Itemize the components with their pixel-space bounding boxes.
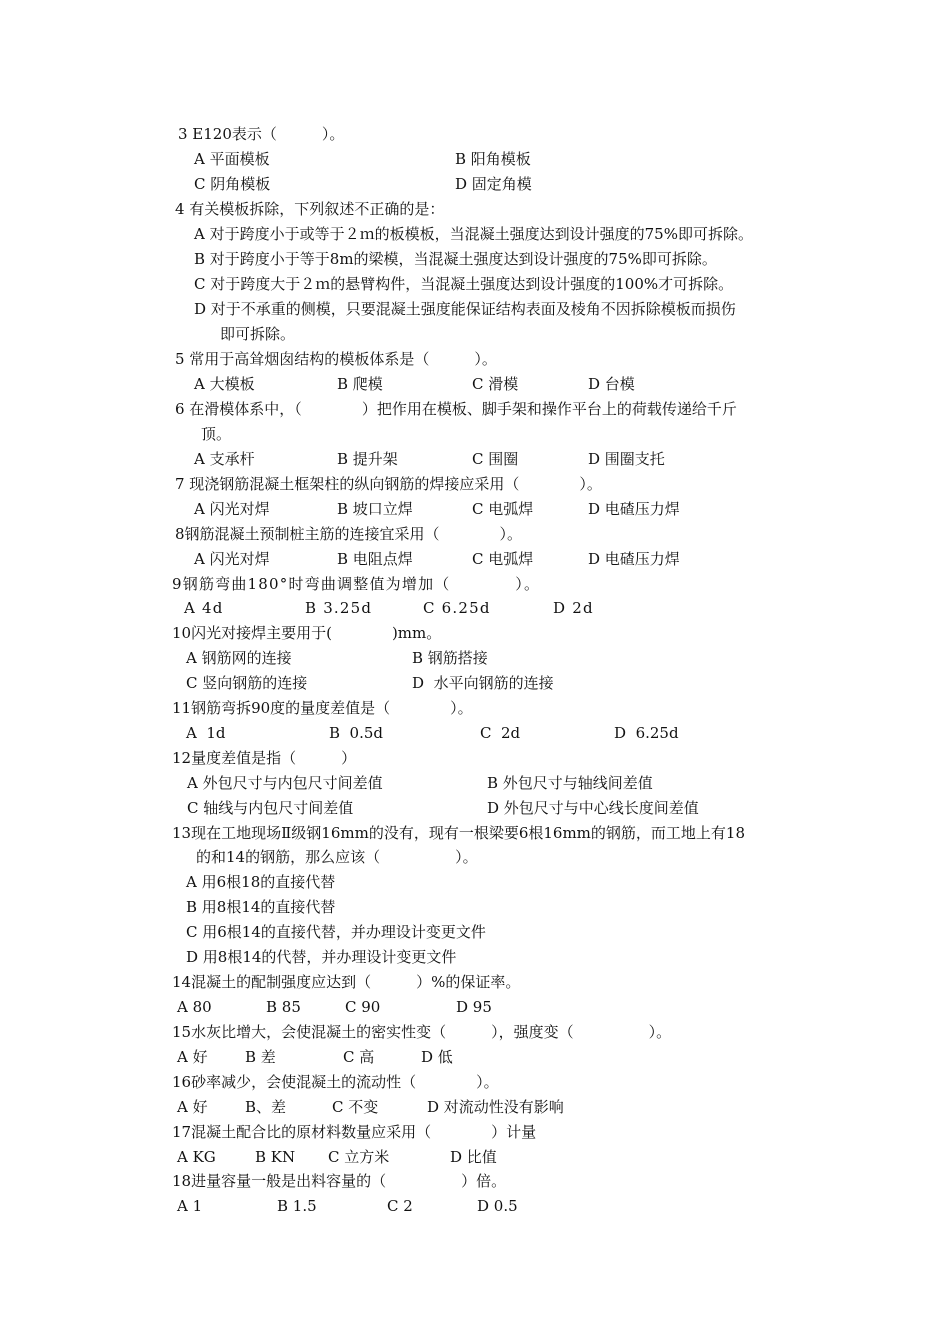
q18-option: C 2 bbox=[387, 1197, 413, 1215]
q9-option: A 4d bbox=[184, 599, 224, 617]
q4-option: B 对于跨度小于等于8m的梁模，当混凝土强度达到设计强度的75%即可拆除。 bbox=[194, 250, 717, 268]
q6-option: C 围圈 bbox=[472, 450, 519, 468]
q5-option: A 大模板 bbox=[194, 375, 255, 393]
q14-stem: 14混凝土的配制强度应达到（ ）%的保证率。 bbox=[172, 973, 521, 991]
q15-stem: 15水灰比增大，会使混凝土的密实性变（ ），强度变（ ）。 bbox=[172, 1023, 672, 1041]
q18-option: B 1.5 bbox=[277, 1197, 317, 1215]
q10-stem: 10闪光对接焊主要用于( )mm。 bbox=[172, 624, 442, 642]
q16-option: D 对流动性没有影响 bbox=[427, 1098, 564, 1116]
q18-option: A 1 bbox=[177, 1197, 203, 1215]
q17-option: D 比值 bbox=[450, 1148, 497, 1166]
q7-option: B 坡口立焊 bbox=[337, 500, 413, 518]
q15-option: D 低 bbox=[421, 1048, 453, 1066]
q7-option: D 电碴压力焊 bbox=[588, 500, 680, 518]
q6-option: A 支承杆 bbox=[194, 450, 255, 468]
q4-option: 即可拆除。 bbox=[220, 325, 296, 343]
q16-option: A 好 bbox=[177, 1098, 208, 1116]
q12-option: B 外包尺寸与轴线间差值 bbox=[487, 774, 653, 792]
q16-option: C 不变 bbox=[332, 1098, 379, 1116]
q5-option: D 台模 bbox=[588, 375, 635, 393]
q16-option: B、差 bbox=[245, 1098, 287, 1116]
q15-option: A 好 bbox=[177, 1048, 208, 1066]
q8-option: C 电弧焊 bbox=[472, 550, 534, 568]
q11-option: D 6.25d bbox=[614, 724, 679, 742]
q13-stem-cont: 的和14的钢筋，那么应该（ ）。 bbox=[196, 848, 478, 866]
q4-option: C 对于跨度大于２ｍ的悬臂构件，当混凝土强度达到设计强度的100%才可拆除。 bbox=[194, 275, 734, 293]
q10-option: B 钢筋搭接 bbox=[412, 649, 488, 667]
q6-option: B 提升架 bbox=[337, 450, 398, 468]
q6-option: D 围圈支托 bbox=[588, 450, 665, 468]
q13-stem: 13现在工地现场Ⅱ级钢16mm的没有，现有一根梁要6根16mm的钢筋，而工地上有18 bbox=[172, 824, 745, 842]
q8-stem: 8钢筋混凝土预制桩主筋的连接宜采用（ ）。 bbox=[175, 525, 523, 543]
q9-option: D 2d bbox=[553, 599, 594, 617]
q17-option: C 立方米 bbox=[328, 1148, 390, 1166]
q18-stem: 18进量容量一般是出料容量的（ ）倍。 bbox=[172, 1172, 507, 1190]
q11-option: B 0.5d bbox=[329, 724, 384, 742]
q6-stem: 6 在滑模体系中，（ ）把作用在模板、脚手架和操作平台上的荷载传递给千斤 bbox=[175, 400, 737, 418]
q3-stem: 3 E120表示（ ）。 bbox=[178, 125, 345, 143]
q12-option: C 轴线与内包尺寸间差值 bbox=[187, 799, 354, 817]
q14-option: A 80 bbox=[177, 998, 212, 1016]
q12-stem: 12量度差值是指（ ） bbox=[172, 749, 357, 767]
q9-stem: 9钢筋弯曲180°时弯曲调整值为增加（ ）。 bbox=[172, 575, 541, 593]
q13-option: A 用6根18的直接代替 bbox=[186, 873, 336, 891]
q11-stem: 11钢筋弯拆90度的量度差值是（ ）。 bbox=[172, 699, 473, 717]
q7-stem: 7 现浇钢筋混凝土框架柱的纵向钢筋的焊接应采用（ ）。 bbox=[175, 475, 602, 493]
q3-option: A 平面模板 bbox=[194, 150, 270, 168]
q12-option: D 外包尺寸与中心线长度间差值 bbox=[487, 799, 699, 817]
q12-option: A 外包尺寸与内包尺寸间差值 bbox=[187, 774, 383, 792]
q8-option: D 电碴压力焊 bbox=[588, 550, 680, 568]
q9-option: C 6.25d bbox=[423, 599, 491, 617]
q7-option: A 闪光对焊 bbox=[194, 500, 270, 518]
q10-option: C 竖向钢筋的连接 bbox=[186, 674, 308, 692]
q6-stem-cont: 顶。 bbox=[201, 425, 232, 443]
q4-stem: 4 有关模板拆除，下列叙述不正确的是： bbox=[175, 200, 445, 218]
q17-stem: 17混凝土配合比的原材料数量应采用（ ）计量 bbox=[172, 1123, 537, 1141]
q5-option: C 滑模 bbox=[472, 375, 519, 393]
q10-option: A 钢筋网的连接 bbox=[186, 649, 292, 667]
q8-option: B 电阻点焊 bbox=[337, 550, 413, 568]
q17-option: A KG bbox=[177, 1148, 216, 1166]
q13-option: C 用6根14的直接代替，并办理设计变更文件 bbox=[186, 923, 486, 941]
q15-option: B 差 bbox=[245, 1048, 276, 1066]
q13-option: D 用8根14的代替，并办理设计变更文件 bbox=[186, 948, 457, 966]
q3-option: C 阴角模板 bbox=[194, 175, 271, 193]
q14-option: D 95 bbox=[456, 998, 492, 1016]
q3-option: B 阳角模板 bbox=[455, 150, 531, 168]
q17-option: B KN bbox=[255, 1148, 296, 1166]
q10-option: D 水平向钢筋的连接 bbox=[412, 674, 554, 692]
q18-option: D 0.5 bbox=[477, 1197, 518, 1215]
q14-option: B 85 bbox=[266, 998, 301, 1016]
q11-option: A 1d bbox=[186, 724, 226, 742]
q8-option: A 闪光对焊 bbox=[194, 550, 270, 568]
q16-stem: 16砂率减少，会使混凝土的流动性（ ）。 bbox=[172, 1073, 499, 1091]
q5-stem: 5 常用于高耸烟囱结构的模板体系是（ ）。 bbox=[175, 350, 497, 368]
q13-option: B 用8根14的直接代替 bbox=[186, 898, 336, 916]
q14-option: C 90 bbox=[345, 998, 381, 1016]
q5-option: B 爬模 bbox=[337, 375, 383, 393]
q4-option: D 对于不承重的侧模，只要混凝土强度能保证结构表面及棱角不因拆除模板而损伤 bbox=[194, 300, 736, 318]
q11-option: C 2d bbox=[480, 724, 521, 742]
q7-option: C 电弧焊 bbox=[472, 500, 534, 518]
q4-option: A 对于跨度小于或等于２ｍ的板模板，当混凝土强度达到设计强度的75%即可拆除。 bbox=[194, 225, 753, 243]
q15-option: C 高 bbox=[343, 1048, 375, 1066]
q9-option: B 3.25d bbox=[305, 599, 373, 617]
q3-option: D 固定角模 bbox=[455, 175, 532, 193]
